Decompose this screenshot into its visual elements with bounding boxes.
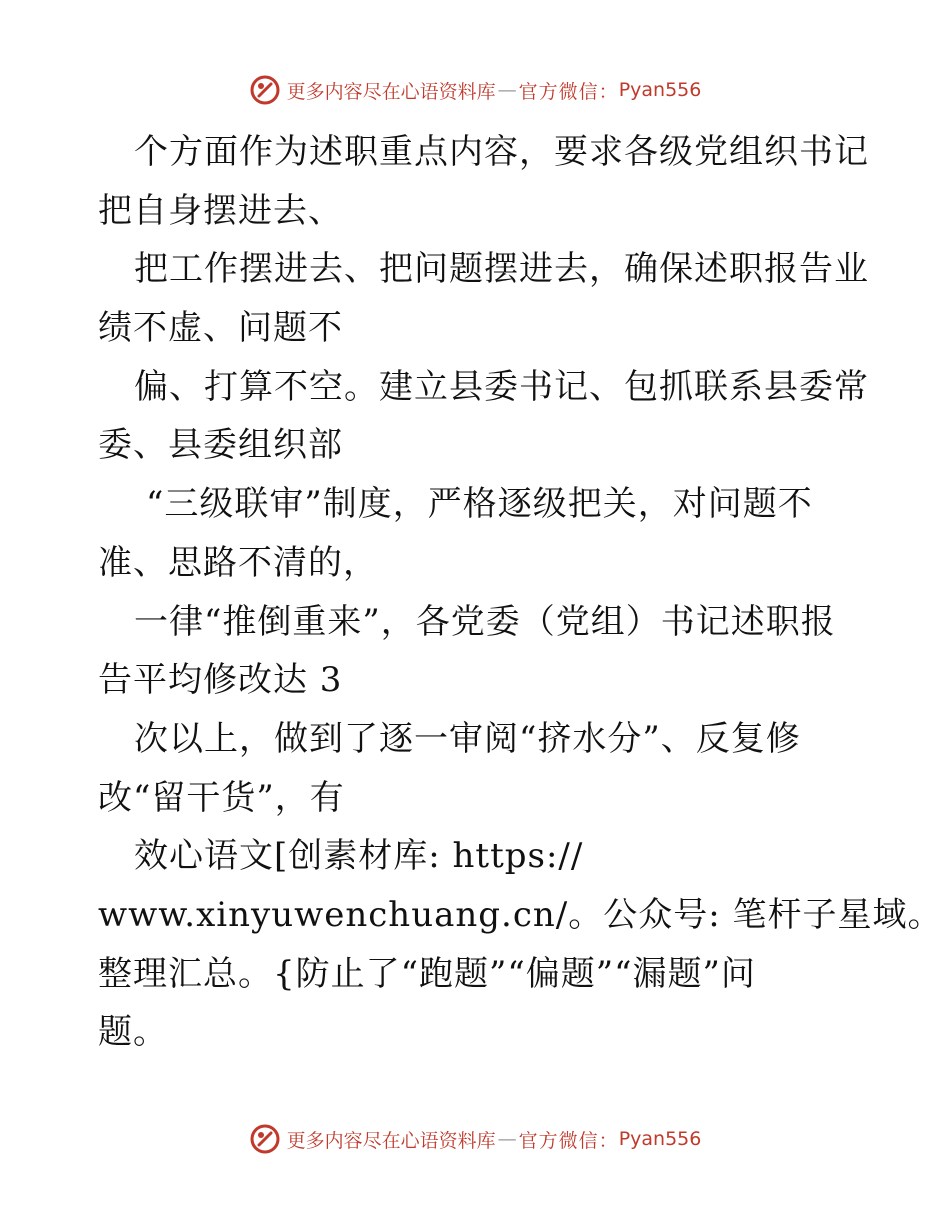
header-wechat-id: Pyan556 <box>618 79 702 101</box>
footer-banner <box>0 1119 950 1159</box>
body-line: 题。 <box>98 1012 168 1053</box>
body-line: “三级联审”制度，严格逐级把关，对问题不 <box>146 484 813 525</box>
footer-wechat-label: 官方微信： <box>518 1129 619 1152</box>
document-body <box>98 123 943 1062</box>
body-line: 次以上，做到了逐一审阅“挤水分”、反复修 <box>134 718 801 759</box>
footer-separator: — <box>497 1128 517 1150</box>
body-line: www.xinyuwenchuang.cn/。公众号: 笔杆子星域。 <box>98 894 943 935</box>
body-line: 效心语文[创素材库: https:// <box>134 836 584 877</box>
body-line: 偏、打算不空。建立县委书记、包抓联系县委常 <box>134 366 869 407</box>
body-line: 把自身摆进去、 <box>98 190 343 231</box>
header-wechat-label: 官方微信： <box>518 80 619 103</box>
footer-wechat-id: Pyan556 <box>618 1128 702 1150</box>
logo-icon <box>249 74 281 106</box>
body-line: 改“留干货”，有 <box>98 777 345 818</box>
body-line: 一律“推倒重来”，各党委（党组）书记述职报 <box>134 601 836 642</box>
body-line: 个方面作为述职重点内容，要求各级党组织书记 <box>134 132 869 172</box>
body-line: 告平均修改达 3 <box>98 660 343 701</box>
body-line: 绩不虚、问题不 <box>98 308 343 349</box>
header-banner <box>0 70 950 110</box>
footer-brand-text: 更多内容尽在心语资料库 <box>286 1129 496 1152</box>
header-brand-text: 更多内容尽在心语资料库 <box>286 80 496 103</box>
logo-icon <box>249 1123 281 1155</box>
header-separator: — <box>497 79 517 101</box>
body-line: 准、思路不清的， <box>98 542 378 583</box>
body-line: 委、县委组织部 <box>98 425 343 466</box>
body-line: 把工作摆进去、把问题摆进去，确保述职报告业 <box>134 249 869 290</box>
body-line: 整理汇总。{防止了“跑题”“偏题”“漏题”问 <box>98 953 756 994</box>
